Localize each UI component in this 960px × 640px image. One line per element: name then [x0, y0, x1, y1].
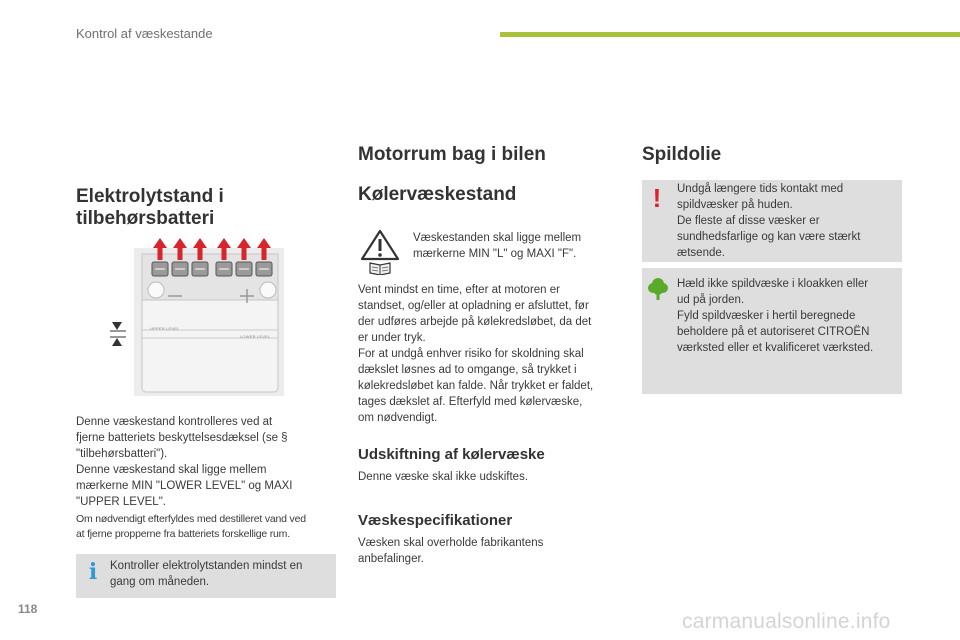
cell-arrow: [198, 246, 203, 260]
warning-text: [677, 181, 897, 261]
battery-note-line: at fjerne propperne fra batteriets forskellige rum.: [76, 528, 290, 540]
environment-line: ud på jorden.: [677, 294, 745, 306]
warning-line: Undgå længere tids kontakt med: [677, 183, 844, 195]
header-accent-bar: [500, 32, 960, 37]
fluid-spec-line: anbefalinger.: [358, 553, 424, 565]
coolant-body-line: kølekredsløbet kan falde. Når trykket er faldet,: [358, 380, 594, 392]
battery-body-line: fjerne batteriets beskyttelsesdæksel (se §: [76, 432, 288, 444]
cell-arrow: [242, 246, 247, 260]
warning-box: [642, 180, 902, 262]
battery-body-line: "UPPER LEVEL".: [76, 496, 166, 508]
coolant-body-line: om nødvendigt.: [358, 412, 438, 424]
page-number: 118: [18, 602, 38, 616]
battery-heading-line1: Elektrolytstand i: [76, 186, 224, 207]
cell-arrow: [262, 246, 267, 260]
coolant-body-line: dækslet løsnes ad to omgange, så trykket i: [358, 364, 577, 376]
waste-oil-heading: Spildolie: [642, 144, 722, 165]
coolant-body-text: [358, 282, 620, 426]
fluid-spec-heading: Væskespecifikationer: [358, 512, 513, 529]
battery-heading: [76, 186, 224, 230]
info-line: Kontroller elektrolytstanden mindst en: [110, 560, 303, 572]
coolant-replace-heading: Udskiftning af kølervæske: [358, 446, 545, 463]
battery-heading-line2: tilbehørsbatteri: [76, 208, 215, 229]
watermark: carmanualsonline.info: [682, 610, 891, 633]
battery-body-line: mærkerne MIN "LOWER LEVEL" og MAXI: [76, 480, 293, 492]
battery-body-line: "tilbehørsbatteri").: [76, 448, 168, 460]
battery-note-line: Om nødvendigt efterfyldes med destilleret vand ved: [76, 513, 306, 525]
coolant-level-line: mærkerne MIN "L" og MAXI "F".: [413, 248, 577, 260]
warning-line: sundhedsfarlige og kan være stærkt: [677, 231, 861, 243]
coolant-replace-text: Denne væske skal ikke udskiftes.: [358, 471, 529, 483]
lower-level-label: LOWER LEVEL: [240, 334, 271, 339]
battery-body-line: Denne væskestand skal ligge mellem: [76, 464, 267, 476]
battery-body-line: Denne væskestand kontrolleres ved at: [76, 416, 273, 428]
info-icon: i: [88, 559, 98, 585]
coolant-body-line: For at undgå enhver risiko for skoldning skal: [358, 348, 584, 360]
warning-line: De fleste af disse væsker er: [677, 215, 820, 227]
warning-line: ætsende.: [677, 247, 725, 259]
upper-level-label: UPPER LEVEL: [150, 326, 180, 331]
battery-illustration-svg: [104, 238, 290, 398]
cell-arrow: [222, 246, 227, 260]
hot-warning-manual-icon: [360, 229, 400, 275]
coolant-body-line: standset, og/eller at opladning er afsluttet, før: [358, 300, 589, 312]
coolant-body-line: tages dækslet af. Efterfyld med kølervæske,: [358, 396, 583, 408]
coolant-body-line: er under tryk.: [358, 332, 426, 344]
environment-text: [677, 276, 899, 356]
tree-environment-icon: [648, 277, 668, 301]
battery-note-text: [76, 512, 340, 542]
coolant-body-line: Vent mindst en time, efter at motoren er: [358, 284, 560, 296]
cell-arrow: [178, 246, 183, 260]
fluid-spec-text: [358, 535, 598, 567]
fluid-spec-line: Væsken skal overholde fabrikantens: [358, 537, 544, 549]
coolant-heading: Kølervæskestand: [358, 184, 517, 205]
environment-line: Fyld spildvæsker i hertil beregnede: [677, 310, 856, 322]
environment-box: [642, 268, 902, 394]
battery-info-text: [110, 558, 332, 590]
environment-line: Hæld ikke spildvæske i kloakken eller: [677, 278, 869, 290]
coolant-level-text: [413, 230, 613, 262]
info-line: gang om måneden.: [110, 576, 210, 588]
environment-line: værksted eller et kvalificeret værksted.: [677, 342, 874, 354]
battery-illustration: [104, 238, 290, 398]
battery-info-box: [76, 554, 336, 598]
engine-bay-heading: Motorrum bag i bilen: [358, 144, 546, 165]
page-header-title: Kontrol af væskestande: [76, 26, 213, 41]
coolant-body-line: der udføres arbejde på kølekredsløbet, da det: [358, 316, 592, 328]
environment-line: beholdere på et autoriseret CITROËN: [677, 326, 870, 338]
warning-exclamation-icon: !: [652, 183, 662, 213]
cell-arrow: [158, 246, 163, 260]
warning-line: spildvæsker på huden.: [677, 199, 793, 211]
coolant-level-line: Væskestanden skal ligge mellem: [413, 232, 582, 244]
battery-body-text: [76, 414, 338, 510]
